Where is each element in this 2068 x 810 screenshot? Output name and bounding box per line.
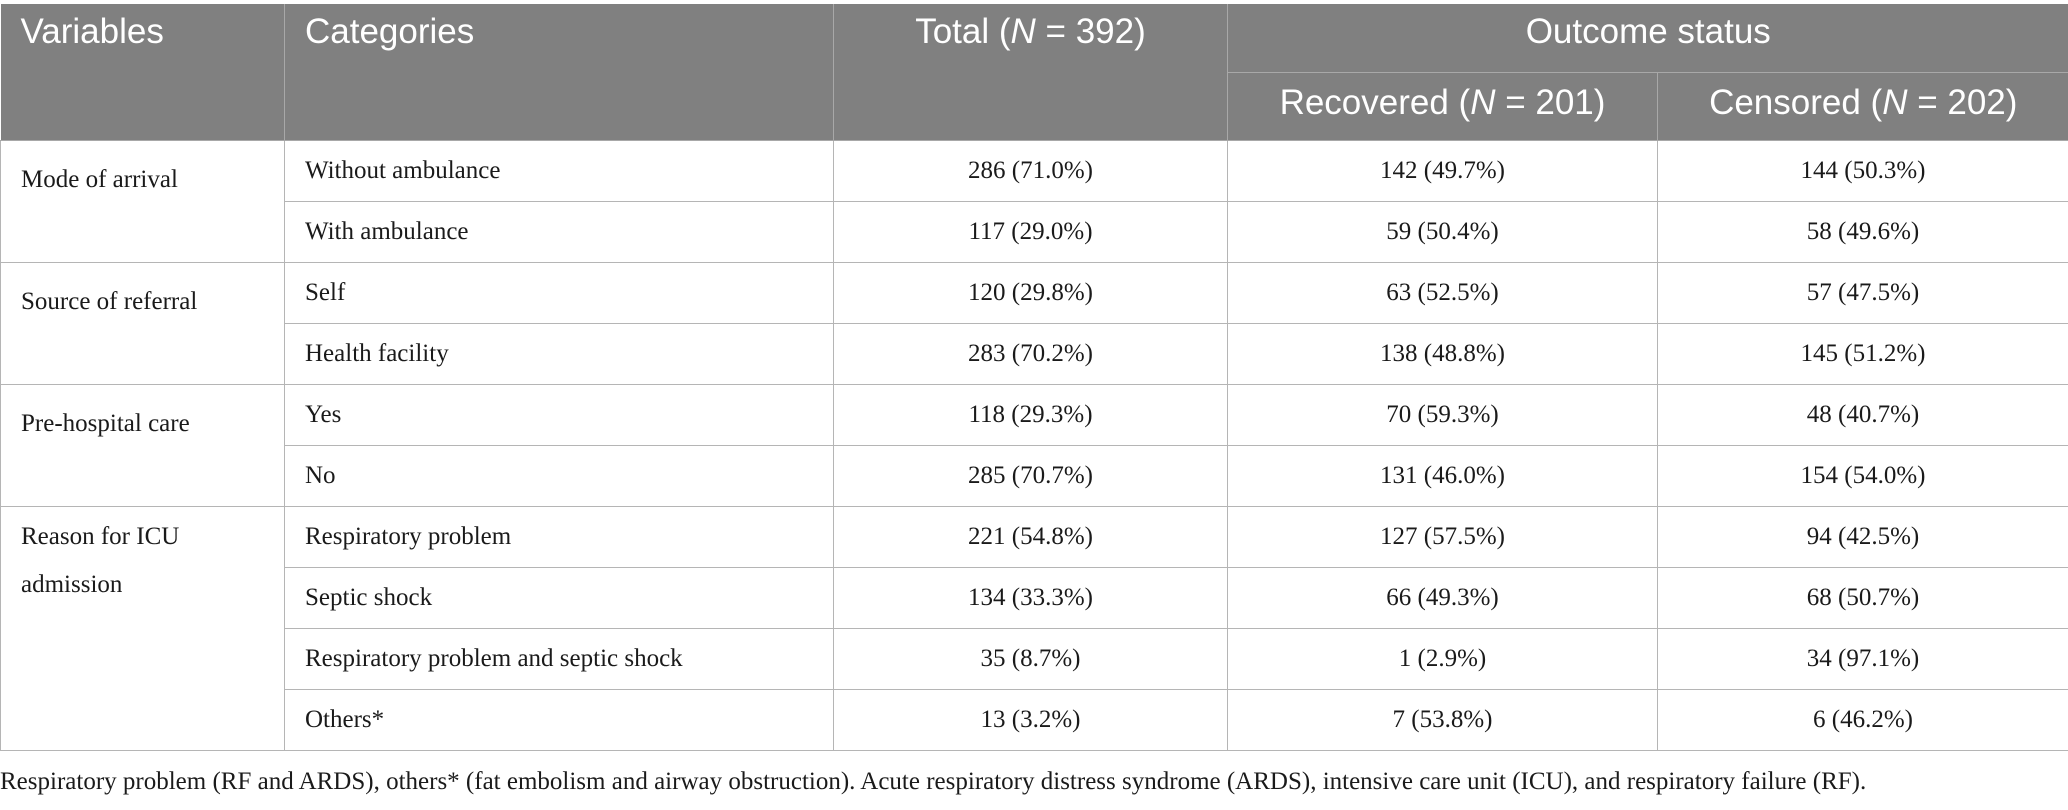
table-row — [1, 201, 2068, 262]
total-cell: 285 (70.7%) — [834, 445, 1228, 506]
censored-cell: 145 (51.2%) — [1658, 323, 2068, 384]
category-cell: Septic shock — [285, 567, 834, 628]
censored-cell: 57 (47.5%) — [1658, 262, 2068, 323]
total-cell: 118 (29.3%) — [834, 384, 1228, 445]
variable-line: admission — [21, 570, 123, 598]
category-cell: Respiratory problem — [285, 506, 834, 567]
header-recovered: Recovered (N = 201) — [1228, 72, 1658, 140]
table-row — [1, 445, 2068, 506]
variable-line: Reason for ICU — [21, 522, 180, 550]
recovered-cell: 70 (59.3%) — [1228, 384, 1658, 445]
outcome-table — [0, 4, 2068, 751]
total-cell: 117 (29.0%) — [834, 201, 1228, 262]
censored-cell: 48 (40.7%) — [1658, 384, 2068, 445]
header-censored: Censored (N = 202) — [1658, 72, 2068, 140]
header-total: Total (N = 392) — [834, 4, 1228, 140]
recovered-cell: 138 (48.8%) — [1228, 323, 1658, 384]
total-cell: 35 (8.7%) — [834, 628, 1228, 689]
table-row — [1, 628, 2068, 689]
header-outcome-status: Outcome status — [1228, 4, 2068, 72]
recovered-cell: 63 (52.5%) — [1228, 262, 1658, 323]
total-cell: 13 (3.2%) — [834, 689, 1228, 750]
category-cell: Health facility — [285, 323, 834, 384]
censored-cell: 94 (42.5%) — [1658, 506, 2068, 567]
category-cell: Without ambulance — [285, 140, 834, 201]
table-row — [1, 689, 2068, 750]
total-cell: 283 (70.2%) — [834, 323, 1228, 384]
recovered-cell: 142 (49.7%) — [1228, 140, 1658, 201]
variable-cell: Pre-hospital care — [1, 384, 285, 506]
header-categories: Categories — [285, 4, 834, 140]
header-variables: Variables — [1, 4, 285, 140]
censored-cell: 154 (54.0%) — [1658, 445, 2068, 506]
category-cell: Yes — [285, 384, 834, 445]
censored-cell: 144 (50.3%) — [1658, 140, 2068, 201]
censored-cell: 6 (46.2%) — [1658, 689, 2068, 750]
recovered-cell: 59 (50.4%) — [1228, 201, 1658, 262]
recovered-cell: 127 (57.5%) — [1228, 506, 1658, 567]
table-row — [1, 323, 2068, 384]
recovered-cell: 131 (46.0%) — [1228, 445, 1658, 506]
total-cell: 286 (71.0%) — [834, 140, 1228, 201]
data-table-container — [0, 4, 2068, 751]
total-cell: 120 (29.8%) — [834, 262, 1228, 323]
table-row — [1, 262, 2068, 323]
category-cell: Self — [285, 262, 834, 323]
total-cell: 134 (33.3%) — [834, 567, 1228, 628]
category-cell: With ambulance — [285, 201, 834, 262]
recovered-cell: 66 (49.3%) — [1228, 567, 1658, 628]
category-cell: No — [285, 445, 834, 506]
recovered-cell: 1 (2.9%) — [1228, 628, 1658, 689]
table-row — [1, 384, 2068, 445]
variable-cell: Mode of arrival — [1, 140, 285, 262]
category-cell: Respiratory problem and septic shock — [285, 628, 834, 689]
table-header — [1, 4, 2068, 140]
variable-cell — [1, 506, 285, 750]
table-row — [1, 567, 2068, 628]
censored-cell: 34 (97.1%) — [1658, 628, 2068, 689]
total-cell: 221 (54.8%) — [834, 506, 1228, 567]
table-row — [1, 506, 2068, 567]
table-row — [1, 140, 2068, 201]
recovered-cell: 7 (53.8%) — [1228, 689, 1658, 750]
table-body — [1, 140, 2068, 750]
category-cell: Others* — [285, 689, 834, 750]
variable-cell: Source of referral — [1, 262, 285, 384]
censored-cell: 58 (49.6%) — [1658, 201, 2068, 262]
censored-cell: 68 (50.7%) — [1658, 567, 2068, 628]
table-footnote: Respiratory problem (RF and ARDS), others* (fat embolism and airway obstruction). Acute respiratory distress syndrome (ARDS), intensive care unit (ICU), and respiratory failure (RF). — [0, 768, 1867, 795]
